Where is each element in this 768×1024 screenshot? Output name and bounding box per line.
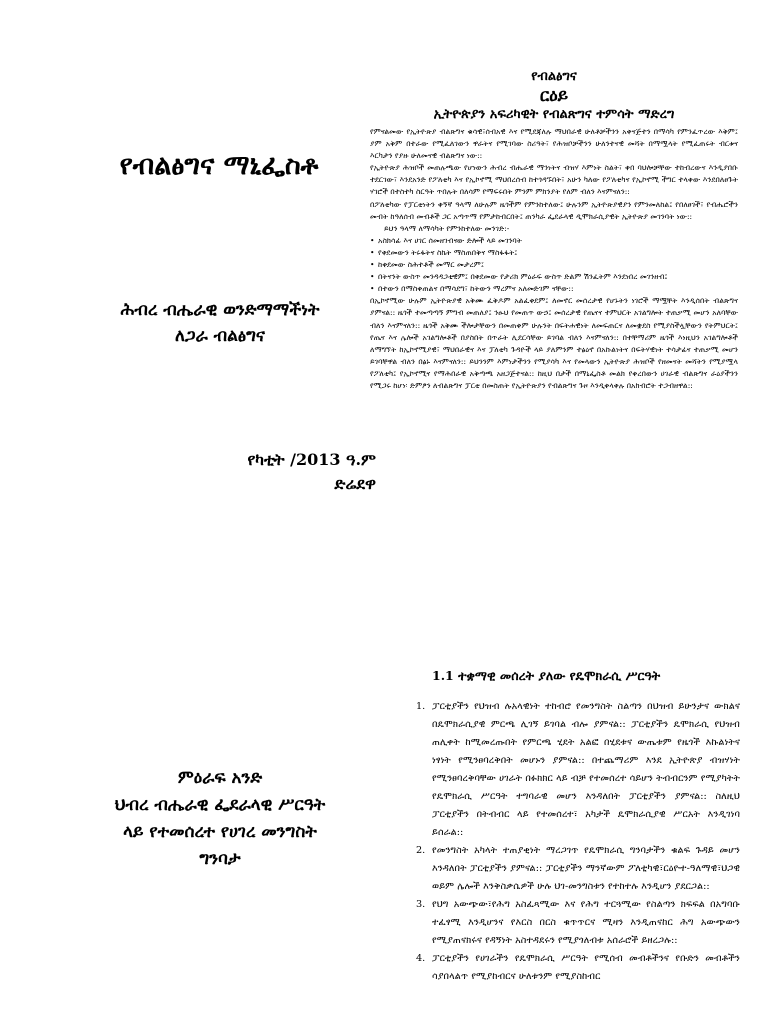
chapter-title-line: ህብረ ብሔራዊ ፌደራላዊ ሥርዓት	[114, 795, 326, 815]
list-item-number: 4.	[416, 953, 426, 964]
section-list	[416, 698, 740, 986]
chapter-title-line: ግንባታ	[199, 849, 241, 869]
chapter-one-page	[0, 640, 768, 1024]
goal-item: • ከቀደመው ስሕተቶች መማር መታረም፤	[370, 259, 738, 271]
list-item	[416, 842, 740, 896]
cover-subtitle	[70, 297, 370, 349]
vision-heading: ርዕይ	[539, 86, 569, 106]
cover-subtitle-line: ለጋራ ብልፅግና	[175, 326, 265, 346]
list-item	[416, 698, 740, 842]
list-item-text: ፓርቲያችን የሀገራችን የዴሞክራሲ ሥርዓት የሚሰብ መብቶችንና የቡድን መብቶችን ሳያበላልጥ የሚያከብርና ሁለቱንም የሚያስከብር	[432, 953, 740, 982]
list-item-text: የህግ አውጭው፣የሕግ አስፈጻሚው እና የሕግ ተርጓሚው የስልጣን ክፍፍል በአግባቡ ተፈፃሚ እንዲሆንና የእርስ በርስ ቁጥጥርና ሚዛን እንዲጠናከር ሕግ አውጭውን የሚያጠናክሩና የዳኝነት አስተዳደሩን የሚያጎለብቱ አሰራሮች ይዘረጋሉ::	[432, 899, 740, 946]
vision-paragraph: በኢኮኖሚው ሁሉም ኢትዮጵያዊ አቅሙ ፈቅዶም አልፈቀደም፤ ለመኖር መሰረታዊ የሆኑትን ነገሮች ማሟቸት እንዲሰበት ብልጽግና ያምናል:: ዜጎች ተመጣጣኝ ምግብ መጠለያ፤ ንፁህ የመጠጥ ውኃ፤ መሰረታዊ የጤናና ተምህርት አገልግሎት ተጠቃሚ መሆን አለባቸው ብለን እናምናለን:: ዜጎች አቅሙ ችሎታቸውን በመጠቀም ሁሉንት በፍትሐዊነት ለመፍጠርና ለመቋደስ የሚያስችሏቸውን የትምህርት፤ የጤና እና ሌሎች አገልግሎቶች በያስበት በጥራት ሊደርሳቸው ይገባል ብለን እናምናለን:: በተቸማሪም ዜጎች እነዚህን አገልግሎቶች ለማግኘት ከኢኮኖሚያዊ፣ ማህበራዊና እና ፓለቲካ ጉዳዮች ላይ ያለምንም ተፅዕኖ በአኩልነትና በፍትሃዊነት ተሳታፊና ተጠቃሚ መሆን ይገባቸዋል ብለን በፅኑ እናምናለን:: ይህንንም እምነታችንን የሚያሳካ እና የመላውን ኢትዮጵያ ሕዝቦች የዘመናት መሻትን የሚያሟላ የፖለቲካ፤ የኢኮኖሚና የማሕበራዊ አቅጣጫ አዘጋጅተናል:: ከዚህ በታች በማኒፌስቶ መልክ የቀረበውን ሀገራዊ ብልጽግና ራዕያችንን የሚጋሩ ከሆነ፡ ድምፆን ለብልጽግና ፓርቲ በመስጠት የኢትዮጵያን የብልጽግና ጉዞ እንዲቀላቀሉ በአክብሮት ተጋብዘዋል::	[370, 296, 738, 390]
vision-paragraph: የምናልመው የኢትዮጵያ ብልጽግና ቁሳዊ፣ሰብአዊ እና የሚደጃለሉ ማህበራዊ ሁለቶቻችንን አቀናጅተን በማሳካ የምንፈጥረው እቅም፤ ያም አቅም በተራው የሚፈለገውን ዋራትና የሚገባው ስሪዓት፣ የሕዝቦቻችንን ሁለንተናዊ መሻት በማሟላት የሚፈጠሩት ብርቱና እርካታን የያዙ ሁለመናዊ ብልጽግና ነው::	[370, 127, 738, 161]
list-item-number: 1.	[416, 701, 426, 712]
cover-date: የካቲት /2013 ዓ.ም	[247, 450, 376, 469]
vision-heading-party: የብልፅግና	[531, 69, 577, 84]
goals-list	[370, 235, 738, 295]
cover-place: ድሬደዋ	[334, 474, 376, 493]
goals-intro: ይህን ዓላማ ለማሳካት የምንከተለው መንገድ:-	[384, 223, 510, 233]
vision-paragraph: የኢትዮጵያ ሕዝቦች መጠሉጫው የሆነውን ሕብረ ብሔራዊ ማንነትና ብዝሃ እምነት ስልት፣ ቀበ ባህሎቻቸው ተከብረውና እንዲያበቡ ተደርገው፣ እንደአንድ የፖለቲካ እና የኢኮኖሚ ማህበረሰብ ከተጎዳኙበት፣ አሁን ካለው የፖለቲካና የኢኮኖሚ ችግር ተላቀው እንደበለፀጉት ሃገሮች በተስተካ ስርዓት ጥበሉት በለሳም የማፍሩበት ምንም ምክንያት የለም ብለን እናምናለን::	[370, 163, 738, 197]
chapter-title-line: ላይ የተመሰረተ የሀገረ መንግስት	[123, 822, 317, 842]
vision-statement: ኢትዮጵያን አፍሪካዊት የብልጽግና ተምሳት ማድረግ	[433, 107, 675, 122]
list-item-number: 3.	[416, 899, 426, 910]
section-title: 1.1 ተቋማዊ መሰረት ያለው የዴሞክራሲ ሥርዓት	[432, 668, 661, 683]
goal-item: • በተውን በማስቀጠልና በማሳደግ፣ ከትውን ማረምና አለመድገም ናቸው::	[370, 283, 738, 295]
vision-section	[370, 68, 738, 392]
list-item-number: 2.	[416, 845, 426, 856]
cover-date-place	[176, 448, 376, 496]
goal-item: • የቀደመውን ትሩፋትና ስኬት ማስጠበቅና ማስፋፋት፤	[370, 247, 738, 259]
goal-item: • አስክሳፊ እና ሀገር ሰመዘገብናው ድሎች ላይ መገንባት	[370, 235, 738, 247]
list-item-text: ፓርቲያችን የህዝብ ሉአላዊነት ተከብሮ የመንግስት ስልጣን በህዝብ ይሁንታና ውክልና በዴሞክራሲያዊ ምርጫ ሊገኝ ይገባል ብሎ ያምናል:: ፓርቲያችን ዴሞክራሲ የህዝብ ጠሊቀት ከሚመረጡበት የምርጫ ሂደት አልፎ በሂደቱና ውጤቱም የዜጎች እኩልነትና ነፃነት የሚንፀባረቅበት መሆኑን ያምናል:: በተጨማሪም እንደ ኢትዮጵያ ብዝሃነት የሚንፀባረቅባቸው ሀገራት በፉክክር ላይ ብቻ የተመሰረተ ሳይሆን ትብብርንም የሚያካትት የዴሞክራሲ ሥርዓት ተግባራዊ መሆን እንዳለበት ፓርቲያችን ያምናል:: ስለዚህ ፓርቲያችን በትብብር ላይ የተመሰረተ፣ አካታች ዴሞክራሲያዊ ሥርአት እንዲገነባ ይሰራል::	[432, 701, 740, 838]
cover-title: የብልፅግና ማኒፌስቶ	[119, 150, 319, 181]
vision-paragraph: በፖለቲካው የፓርቲነትን ቀኝኛ ዓላማ ለሁሉም ዜጎችም የምንከተለው፤ ሁሉንም ኢትዮጵያዊያን የምንመለከል፤ የበለፀገች፣ የብሔሮችን መብት ከዓለሰብ መብቶች ጋር አጣጥማ የምታከብርበት፤ ጠንካራ ፌደራላዊ ዲሞክራሲያዊት ኢትዮጵያ መገንባት ነው::	[370, 199, 738, 221]
goal-item: • በትናንት ውስጥ መንዳዳጋቲዊም፤ በቀደመው የታሪክ ምዕራፍ ውስጥ ድልም ሽንፈትም እንደነበረ መገንዘብ፤	[370, 271, 738, 283]
chapter-number: ምዕራፍ አንድ	[177, 768, 263, 788]
cover-subtitle-line: ሕብረ ብሔራዊ ወንድማማችነት	[120, 300, 320, 320]
list-item	[416, 896, 740, 950]
page-divider	[0, 600, 768, 601]
chapter-heading	[70, 765, 370, 873]
list-item-text: የመንግስት አካላት ተጠያቂነት ማረጋገጥ የዴሞክራሲ ግንባታችን ቁልፍ ጉዳይ መሆን እንዳለበት ፓርቲያችን ያምናል:: ፓርቲያችን ማንኛውም ፖለቲካዊ፣ርዕዮተ-ዓለማዊ፣ህጋዊ ወይም ሌሎች እንቅስቃሴዎች ሁሉ ህገ-መንግስቱን የተከተሉ እንዲሆን ያደርጋል::	[432, 845, 740, 892]
list-item	[416, 950, 740, 986]
vision-body	[370, 126, 738, 392]
